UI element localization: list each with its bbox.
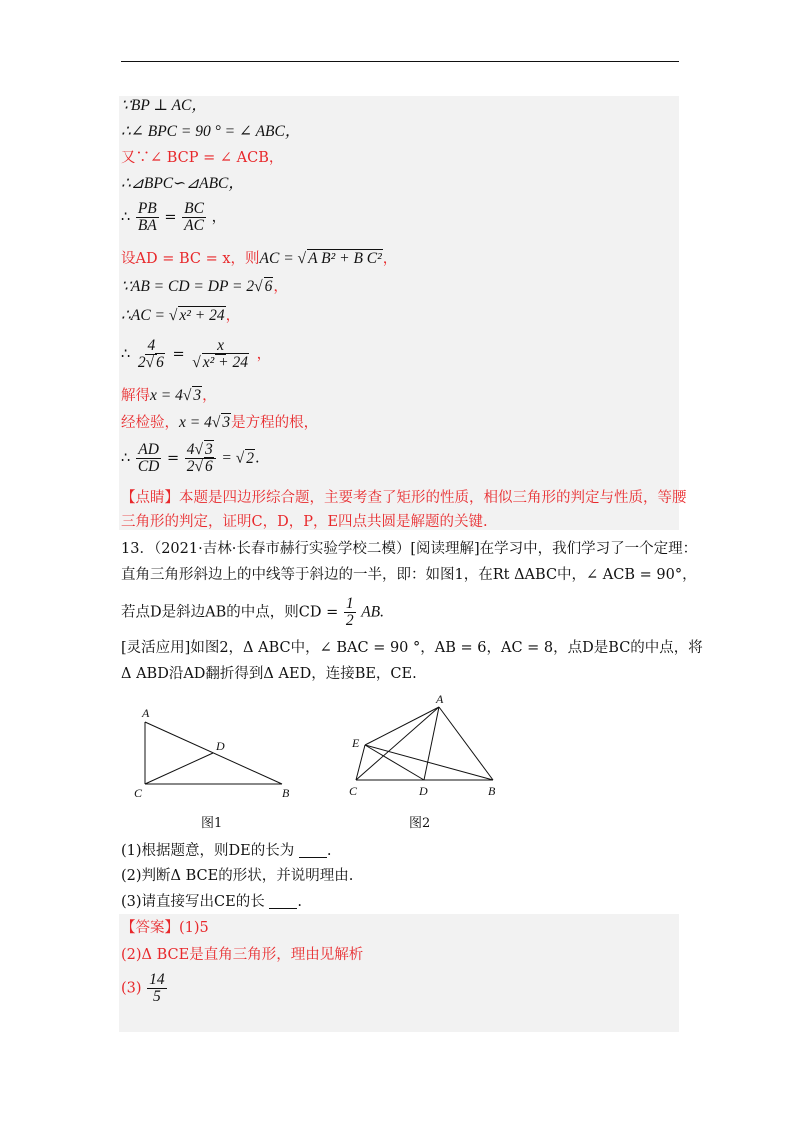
figure-1-caption: 图1 (201, 816, 223, 831)
fig2-label-b: B (488, 784, 496, 798)
solution-line-11: 经检验，x = 4√ 3是方程的根， (121, 414, 319, 431)
solution-line-1: ∵BP ⊥ AC， (121, 97, 207, 114)
solution-line-7: ∵AB = CD = DP = 2√ 6， (121, 278, 288, 295)
problem-line-3: 若点D是斜边AB的中点，则CD = $\frac{1}{2}$ AB. (121, 595, 385, 629)
fig2-label-a: A (436, 692, 444, 706)
fig1-label-b: B (282, 786, 290, 800)
fig2-side-ab (439, 707, 493, 780)
solution-line-2: ∴∠ BPC = 90 ° = ∠ ABC， (121, 123, 301, 140)
fig2-label-e: E (352, 736, 360, 750)
answer-blank-3 (269, 894, 297, 909)
question-2: (2)判断Δ BCE的形状，并说明理由. (121, 868, 354, 884)
fig1-label-a: A (142, 706, 150, 720)
comment-line-1: 【点睛】本题是四边形综合题，主要考查了矩形的性质，相似三角形的判定与性质，等腰 (121, 490, 687, 506)
problem-line-2: 直角三角形斜边上的中线等于斜边的一半，即：如图1，在Rt ΔABC中，∠ ACB = 90°， (121, 567, 697, 583)
figure-2-diagram (345, 692, 505, 802)
question-3: (3)请直接写出CE的长 . (121, 894, 302, 910)
solution-line-4: ∴⊿BPC∽⊿ABC， (121, 175, 244, 192)
answer-line-2: (2)Δ BCE是直角三角形，理由见解析 (121, 947, 364, 963)
question-1: (1)根据题意，则DE的长为 . (121, 843, 332, 859)
fig2-label-c: C (349, 784, 358, 798)
answer-line-3: (3) $\frac{14}{5}$ (121, 971, 165, 1005)
solution-line-12: ∴ $\frac{AD}{CD}$ = $\frac{4√ 3}{2√ 6}$ = √ 2. (121, 441, 260, 475)
solution-line-8: ∴AC = √ x² + 24， (121, 307, 241, 324)
solution-line-6: 设AD = BC = x，则AC = √ A B² + B C²， (121, 250, 398, 267)
solution-line-9: ∴ $\frac{4}{2√ 6}$ = $\frac{x}{\text{√ x² + 24}}$ ， (121, 337, 272, 371)
answer-blank-1 (299, 843, 327, 858)
problem-line-1: 13．（2021·吉林·长春市赫行实验学校二模）[阅读理解]在学习中，我们学习了一个定理： (121, 541, 698, 557)
solution-line-3: 又∵∠ BCP = ∠ ACB， (121, 150, 284, 166)
fig1-median-cd (145, 753, 213, 784)
fig2-segment-be (365, 745, 493, 780)
answer-line-1: 【答案】(1)5 (121, 920, 209, 936)
fig2-segment-ce (356, 745, 365, 780)
fig2-segment-de (365, 745, 424, 780)
problem-line-4: [灵活应用]如图2，Δ ABC中，∠ BAC = 90 °，AB = 6，AC = 8，点D是BC的中点，将 (121, 640, 703, 656)
problem-line-5: Δ ABD沿AD翻折得到Δ AED，连接BE，CE. (121, 666, 417, 682)
comment-line-2: 三角形的判定，证明C，D，P，E四点共圆是解题的关键. (121, 514, 488, 530)
solution-line-10: 解得x = 4√ 3， (121, 387, 217, 404)
fig1-label-c: C (134, 786, 143, 800)
figure-2-caption: 图2 (409, 816, 431, 831)
fig2-label-d: D (419, 784, 428, 798)
fig1-label-d: D (216, 739, 225, 753)
figure-1-diagram (130, 700, 300, 805)
solution-line-5: ∴ $\frac{PB}{BA}$ = $\frac{BC}{AC}$ ， (121, 200, 227, 234)
header-rule (121, 61, 679, 62)
